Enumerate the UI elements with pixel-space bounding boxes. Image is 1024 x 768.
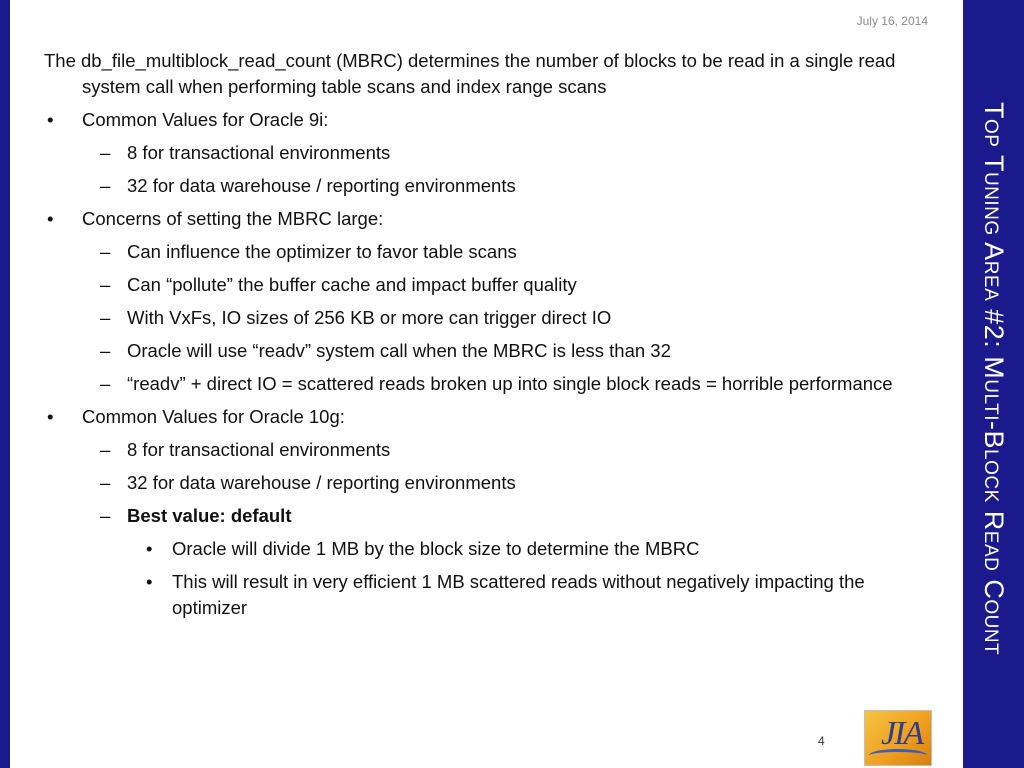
dash-marker: – xyxy=(100,175,111,196)
company-logo xyxy=(864,710,932,766)
nested-bullet-item xyxy=(44,569,924,621)
dash-marker: – xyxy=(100,505,111,526)
dash-marker: – xyxy=(100,373,111,394)
dash-marker: – xyxy=(100,472,111,493)
dash-marker: – xyxy=(100,142,111,163)
sub-item xyxy=(44,305,924,331)
sub-item xyxy=(44,173,924,199)
sub-item xyxy=(44,470,924,496)
sub-item xyxy=(44,437,924,463)
sub-item-text: With VxFs, IO sizes of 256 KB or more can trigger direct IO xyxy=(127,307,612,328)
nested-bullet-text: Oracle will divide 1 MB by the block size to determine the MBRC xyxy=(172,538,700,559)
sub-item-text: 8 for transactional environments xyxy=(127,142,391,163)
slide-body xyxy=(44,48,924,628)
sub-item xyxy=(44,239,924,265)
bullet-marker: • xyxy=(146,538,153,559)
slide-title-container xyxy=(963,0,1024,768)
bullet-text: Concerns of setting the MBRC large: xyxy=(82,208,384,229)
slide-title: Top Tuning Area #2: Multi-Block Read Count xyxy=(979,102,1009,656)
best-value-text: Best value: default xyxy=(127,505,292,526)
intro-paragraph: The db_file_multiblock_read_count (MBRC) determines the number of blocks to be read in a single read system call when performing table scans and index range scans xyxy=(44,50,896,97)
bullet-item xyxy=(44,107,924,133)
slide-date: July 16, 2014 xyxy=(856,14,928,28)
bullet-text: Common Values for Oracle 10g: xyxy=(82,406,345,427)
sub-item xyxy=(44,140,924,166)
bullet-marker: • xyxy=(47,406,54,427)
sub-item-text: Can “pollute” the buffer cache and impact buffer quality xyxy=(127,274,577,295)
dash-marker: – xyxy=(100,340,111,361)
sub-item-text: Can influence the optimizer to favor table scans xyxy=(127,241,517,262)
bullet-marker: • xyxy=(47,109,54,130)
sub-item-text: 32 for data warehouse / reporting environments xyxy=(127,175,516,196)
bullet-marker: • xyxy=(146,571,153,592)
dash-marker: – xyxy=(100,241,111,262)
sub-item xyxy=(44,503,924,529)
page-number: 4 xyxy=(818,734,825,748)
bullet-text: Common Values for Oracle 9i: xyxy=(82,109,329,130)
bullet-item xyxy=(44,206,924,232)
sub-item-text: “readv” + direct IO = scattered reads broken up into single block reads = horrible performance xyxy=(127,373,893,394)
nested-bullet-text: This will result in very efficient 1 MB scattered reads without negatively impacting the optimizer xyxy=(172,571,865,618)
sub-item xyxy=(44,272,924,298)
sub-item-text: Oracle will use “readv” system call when the MBRC is less than 32 xyxy=(127,340,671,361)
sub-item xyxy=(44,371,924,397)
dash-marker: – xyxy=(100,439,111,460)
bullet-item xyxy=(44,404,924,430)
sub-item-text: 32 for data warehouse / reporting environments xyxy=(127,472,516,493)
sub-item-text: 8 for transactional environments xyxy=(127,439,391,460)
bullet-marker: • xyxy=(47,208,54,229)
dash-marker: – xyxy=(100,274,111,295)
logo-swoosh-icon xyxy=(869,749,927,762)
sub-item xyxy=(44,338,924,364)
logo-mark: JIA xyxy=(881,715,923,752)
left-accent-bar xyxy=(0,0,10,768)
dash-marker: – xyxy=(100,307,111,328)
nested-bullet-item xyxy=(44,536,924,562)
